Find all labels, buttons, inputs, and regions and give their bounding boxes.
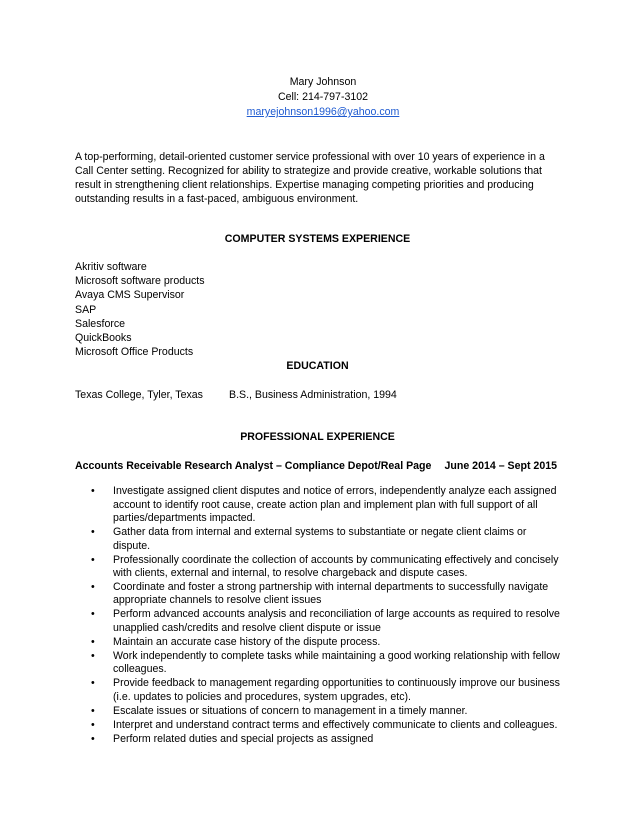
bullet-icon: • — [91, 718, 95, 731]
professional-summary: A top-performing, detail-oriented customer service professional with over 10 years of experience in a Call Center setting. Recognized for ability to strategize and provide creative, workable solutions that result in strengthening client relationships. Expertise managing competing priorities and producing outstanding results in a fast-paced, ambiguous environment. — [75, 151, 545, 205]
duty-item — [75, 650, 563, 677]
education-entry — [75, 388, 560, 402]
duty-text: Escalate issues or situations of concern to management in a timely manner. — [113, 704, 468, 717]
candidate-name: Mary Johnson — [289, 76, 357, 88]
duty-text: Professionally coordinate the collection of accounts by communicating effectively and concisely with clients, external and internal, to resolve chargeback and dispute cases. — [113, 553, 559, 580]
duty-text: Maintain an accurate case history of the dispute process. — [113, 635, 381, 648]
duty-text: Work independently to complete tasks while maintaining a good working relationship with fellow colleagues. — [113, 649, 560, 676]
bullet-icon: • — [91, 608, 95, 621]
skill-item: Salesforce — [75, 317, 126, 330]
bullet-icon: • — [91, 732, 95, 745]
duty-text: Perform related duties and special projects as assigned — [113, 732, 374, 745]
bullet-icon: • — [91, 526, 95, 539]
education-degree: B.S., Business Administration, 1994 — [229, 389, 397, 402]
duty-item — [75, 526, 563, 553]
bullet-icon: • — [91, 704, 95, 717]
bullet-icon: • — [91, 581, 95, 594]
duty-text: Interpret and understand contract terms and effectively communicate to clients and colleagues. — [113, 718, 558, 731]
computer-skills-list — [75, 260, 560, 359]
duty-item — [75, 554, 563, 581]
skill-item: Akritiv software — [75, 261, 147, 273]
bullet-icon: • — [91, 485, 95, 498]
duty-text: Gather data from internal and external systems to substantiate or negate client claims or dispute. — [113, 526, 527, 552]
education-heading: EDUCATION — [286, 360, 349, 373]
education-school: Texas College, Tyler, Texas — [75, 389, 203, 402]
contact-header — [163, 0, 483, 120]
bullet-icon: • — [91, 635, 95, 648]
duty-item — [75, 719, 563, 732]
bullet-icon: • — [91, 553, 95, 566]
phone-number: Cell: 214-797-3102 — [277, 91, 369, 103]
duty-text: Provide feedback to management regarding opportunities to continuously improve our business (i.e. updates to policies and procedures, system upgrades, etc). — [113, 677, 560, 703]
skill-item: SAP — [75, 303, 97, 316]
bullet-icon: • — [91, 649, 95, 662]
duty-item — [75, 636, 563, 649]
email-link[interactable]: maryejohnson1996@yahoo.com — [246, 106, 400, 118]
duty-item — [75, 705, 563, 718]
skill-item: QuickBooks — [75, 332, 132, 345]
computer-experience-heading: COMPUTER SYSTEMS EXPERIENCE — [224, 233, 411, 245]
skill-item: Avaya CMS Supervisor — [75, 289, 185, 302]
job-header — [75, 459, 560, 473]
professional-experience-heading: PROFESSIONAL EXPERIENCE — [240, 431, 395, 444]
duty-text: Investigate assigned client disputes and notice of errors, independently analyze each assigned account to identify root cause, create action plan and implement plan with full support of all parties/departments impacted. — [113, 485, 557, 525]
duty-item — [75, 485, 563, 525]
skill-item: Microsoft Office Products — [75, 346, 194, 359]
duty-item — [75, 608, 563, 635]
duty-item — [75, 733, 563, 746]
duty-item — [75, 581, 563, 608]
duty-text: Coordinate and foster a strong partnership with internal departments to successfully navigate appropriate channels to resolve client issues — [113, 581, 549, 607]
job-dates: June 2014 – Sept 2015 — [444, 460, 557, 473]
job-duties-list — [75, 485, 563, 746]
duty-item — [75, 677, 563, 704]
skill-item: Microsoft software products — [75, 275, 205, 288]
bullet-icon: • — [91, 677, 95, 690]
duty-text: Perform advanced accounts analysis and reconciliation of large accounts as required to resolve unapplied cash/credits and resolve client dispute or issue — [113, 608, 560, 634]
job-title: Accounts Receivable Research Analyst – Compliance Depot/Real Page — [75, 460, 432, 473]
